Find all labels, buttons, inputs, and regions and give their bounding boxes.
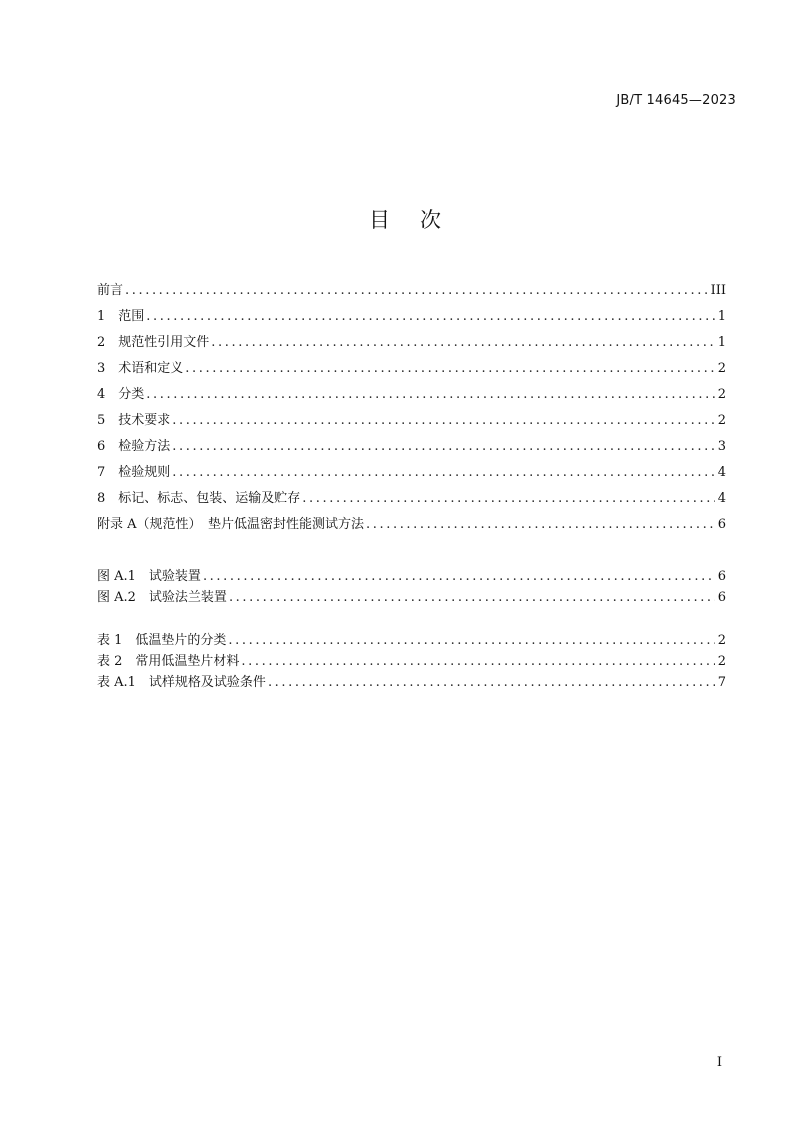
toc-entry-page: 6	[717, 590, 726, 605]
toc-entry-label: 附录 A（规范性） 垫片低温密封性能测试方法	[97, 517, 365, 532]
toc-entry-label: 表 1 低温垫片的分类	[97, 633, 227, 648]
toc-entry-label: 5 技术要求	[97, 413, 171, 428]
toc-entry-page: 1	[717, 335, 726, 350]
toc-entry-page: 2	[717, 633, 726, 648]
toc-entry-scope[interactable]	[97, 304, 726, 330]
toc-entry-terms[interactable]	[97, 356, 726, 382]
toc-entry-figure-a1[interactable]	[97, 566, 726, 587]
dot-leader	[211, 330, 714, 356]
toc-entry-page: 7	[717, 675, 726, 690]
dot-leader	[302, 486, 714, 512]
toc-sections	[97, 278, 726, 538]
toc-entry-page: 2	[717, 654, 726, 669]
toc-entry-page: 6	[717, 569, 726, 584]
toc-entry-page: III	[710, 283, 726, 298]
toc-entry-page: 6	[717, 517, 726, 532]
toc-entry-figure-a2[interactable]	[97, 587, 726, 608]
toc-entry-label: 3 术语和定义	[97, 361, 184, 376]
toc-entry-requirements[interactable]	[97, 408, 726, 434]
toc-entry-page: 4	[717, 465, 726, 480]
dot-leader	[366, 512, 715, 538]
toc-entry-table-1[interactable]	[97, 630, 726, 651]
toc-entry-page: 4	[717, 491, 726, 506]
toc-entry-inspection-rules[interactable]	[97, 460, 726, 486]
toc-entry-normative-references[interactable]	[97, 330, 726, 356]
dot-leader	[268, 672, 715, 693]
toc-entry-page: 3	[717, 439, 726, 454]
toc-entry-label: 1 范围	[97, 309, 145, 324]
toc-title	[0, 204, 810, 234]
toc-entry-annex-a[interactable]	[97, 512, 726, 538]
toc-title-char-2: 次	[420, 208, 441, 232]
toc-entry-marking[interactable]	[97, 486, 726, 512]
toc-entry-label: 表 2 常用低温垫片材料	[97, 654, 240, 669]
toc-entry-label: 图 A.2 试验法兰装置	[97, 590, 227, 605]
dot-leader	[125, 278, 708, 304]
dot-leader	[172, 408, 714, 434]
dot-leader	[203, 566, 715, 587]
dot-leader	[228, 630, 714, 651]
dot-leader	[172, 460, 714, 486]
toc-tables	[97, 630, 726, 693]
toc-entry-page: 2	[717, 387, 726, 402]
toc-entry-table-2[interactable]	[97, 651, 726, 672]
toc-entry-label: 图 A.1 试验装置	[97, 569, 201, 584]
standard-number: JB/T 14645—2023	[616, 93, 736, 108]
toc-figures	[97, 566, 726, 608]
toc-entry-page: 1	[717, 309, 726, 324]
toc-entry-classification[interactable]	[97, 382, 726, 408]
toc-entry-table-a1[interactable]	[97, 672, 726, 693]
dot-leader	[185, 356, 714, 382]
dot-leader	[229, 587, 715, 608]
toc-entry-label: 7 检验规则	[97, 465, 171, 480]
toc-entry-label: 前言	[97, 283, 124, 298]
dot-leader	[172, 434, 714, 460]
dot-leader	[146, 304, 714, 330]
toc-entry-label: 2 规范性引用文件	[97, 335, 210, 350]
dot-leader	[146, 382, 714, 408]
toc-entry-label: 表 A.1 试样规格及试验条件	[97, 675, 266, 690]
toc-title-char-1: 目	[369, 208, 390, 232]
toc-entry-label: 8 标记、标志、包装、运输及贮存	[97, 491, 301, 506]
toc-entry-page: 2	[717, 361, 726, 376]
toc-entry-page: 2	[717, 413, 726, 428]
dot-leader	[241, 651, 714, 672]
toc-entry-test-methods[interactable]	[97, 434, 726, 460]
page-number: I	[716, 1055, 722, 1070]
toc-entry-label: 6 检验方法	[97, 439, 171, 454]
toc-entry-preface[interactable]	[97, 278, 726, 304]
toc-entry-label: 4 分类	[97, 387, 145, 402]
